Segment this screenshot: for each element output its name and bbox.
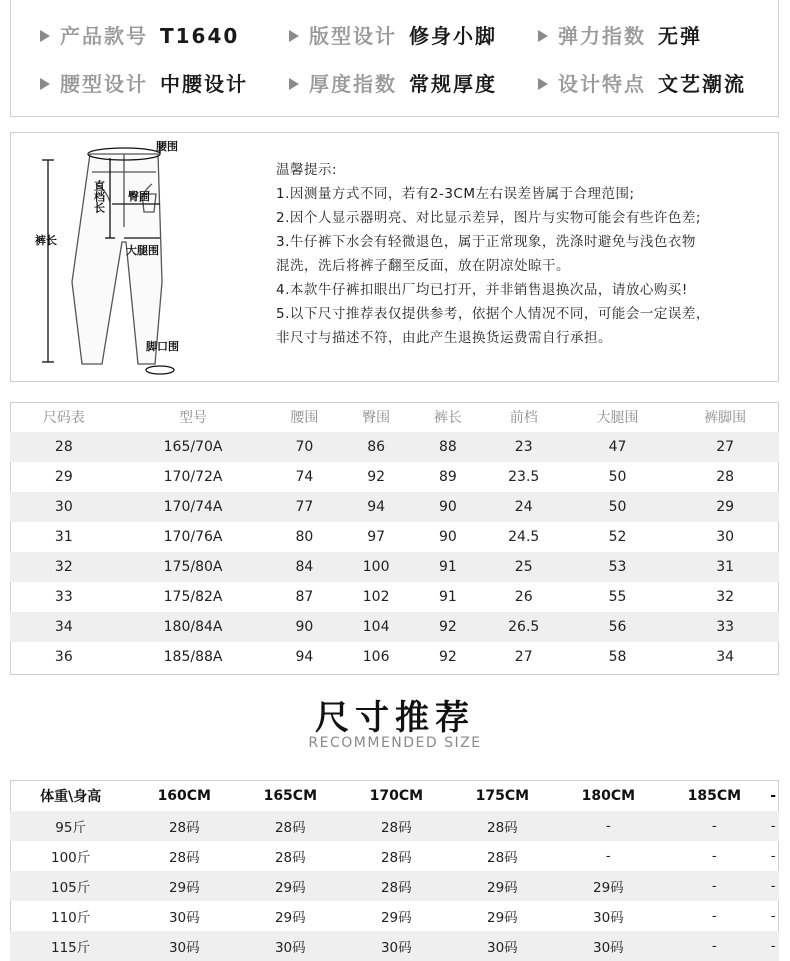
size-table-cell: 91 (412, 552, 484, 582)
size-table-cell: 32 (10, 552, 118, 582)
size-table-cell: 165/70A (118, 432, 269, 462)
spec-label: 厚度指数 (309, 72, 397, 96)
thigh-label: 大腿围 (126, 244, 159, 257)
recommend-table-cell: 95斤 (10, 811, 131, 841)
size-table-cell: 97 (367, 529, 386, 545)
size-header-cell: 腰围 (290, 410, 319, 426)
tips-text (276, 158, 710, 350)
size-table-cell: 175/82A (163, 589, 223, 605)
size-table-cell: 27 (671, 432, 779, 462)
recommend-table-cell: 29码 (274, 910, 306, 926)
size-table-cell: 77 (268, 492, 340, 522)
size-table-cell: 29 (54, 469, 73, 485)
recommend-table-cell: 30码 (343, 931, 449, 961)
size-table-cell: 94 (340, 492, 412, 522)
size-table-cell: 170/74A (118, 492, 269, 522)
tips-title: 温馨提示: (276, 162, 338, 178)
product-spec-panel (10, 0, 779, 117)
recommend-table-cell: 29码 (486, 910, 518, 926)
recommend-table-cell: 28码 (343, 811, 449, 841)
recommend-header-cell: 170CM (369, 788, 424, 804)
triangle-bullet-icon (538, 30, 548, 42)
size-table-row (10, 462, 779, 492)
recommend-table-cell: - (661, 931, 767, 961)
tips-line: 5.以下尺寸推荐表仅提供参考，依据个人情况不同，可能会一定误差， (276, 306, 710, 322)
size-table-row (10, 642, 779, 672)
size-table-cell: 50 (608, 469, 627, 485)
spec-value: 常规厚度 (409, 72, 497, 96)
recommend-table-cell: 28码 (486, 850, 518, 866)
size-table-cell: 84 (268, 552, 340, 582)
size-table-cell: 170/72A (163, 469, 223, 485)
spec-item (289, 20, 497, 49)
size-header-cell: 大腿围 (596, 410, 639, 426)
size-table-cell: 30 (716, 529, 735, 545)
size-table-cell: 30 (10, 492, 118, 522)
recommend-header-cell: 180CM (581, 788, 636, 804)
size-table-row (10, 552, 779, 582)
triangle-bullet-icon (289, 30, 299, 42)
tips-line: 非尺寸与描述不符，由此产生退换货运费需自行承担。 (276, 330, 612, 346)
size-table-cell: 102 (362, 589, 390, 605)
tips-line: 2.因个人显示器明亮、对比显示差异，图片与实物可能会有些许色差; (276, 210, 701, 226)
rise-label: 直档长 (92, 180, 106, 213)
recommend-table (10, 781, 779, 961)
recommend-title: 尺寸推荐 (315, 698, 475, 738)
size-table-cell: 104 (340, 612, 412, 642)
recommend-table-row (10, 841, 779, 871)
spec-label: 设计特点 (558, 72, 646, 96)
size-table-cell: 34 (10, 612, 118, 642)
size-header-cell: 臀围 (362, 410, 391, 426)
size-table-cell: 24 (484, 492, 564, 522)
recommend-table-cell: - (711, 848, 717, 864)
size-table-cell: 185/88A (163, 649, 223, 665)
spec-label: 弹力指数 (558, 24, 646, 48)
spec-item (538, 20, 702, 49)
size-header-cell: 裤脚围 (704, 410, 747, 426)
recommend-table-cell: - (661, 811, 767, 841)
size-table-cell: 92 (412, 612, 484, 642)
recommend-table-cell: 115斤 (10, 931, 131, 961)
tips-line: 1.因测量方式不同，若有2-3CM左右误差皆属于合理范围; (276, 186, 635, 202)
spec-label: 产品款号 (60, 24, 148, 48)
recommend-header-cell: 160CM (157, 788, 211, 804)
size-table-cell: 91 (438, 589, 457, 605)
recommend-table-cell: - (661, 871, 767, 901)
size-table-cell: 24.5 (508, 529, 540, 545)
pants-outline (72, 154, 162, 364)
spec-item (40, 20, 239, 49)
triangle-bullet-icon (538, 78, 548, 90)
recommend-table-cell: 29码 (555, 871, 661, 901)
spec-label: 版型设计 (309, 24, 397, 48)
size-table-row (10, 522, 779, 552)
size-table-cell: 52 (608, 529, 627, 545)
recommend-table-cell: 30码 (168, 910, 200, 926)
size-table-cell: 175/80A (118, 552, 269, 582)
size-table-cell: 88 (412, 432, 484, 462)
hip-label: 臀围 (128, 190, 150, 203)
length-label: 裤长 (35, 234, 57, 247)
recommend-table-cell: 29码 (237, 871, 343, 901)
recommend-header-cell: 165CM (263, 788, 318, 804)
size-table-row (10, 492, 779, 522)
recommend-header-cell: 体重\身高 (40, 789, 102, 805)
recommend-table-cell: 28码 (380, 850, 412, 866)
recommend-table-cell: 105斤 (10, 871, 131, 901)
size-header-cell: 型号 (179, 410, 208, 426)
size-table-cell: 92 (438, 649, 457, 665)
size-table-cell: 89 (438, 469, 457, 485)
size-table-cell: 25 (484, 552, 564, 582)
size-header-cell: 裤长 (433, 410, 462, 426)
size-table-cell: 33 (671, 612, 779, 642)
spec-label: 腰型设计 (60, 72, 148, 96)
size-table-cell: 47 (564, 432, 672, 462)
size-table-cell: 28 (716, 469, 735, 485)
recommend-table-cell: - (767, 871, 779, 901)
size-table-cell: 90 (438, 529, 457, 545)
size-table-cell: 33 (54, 589, 73, 605)
recommend-table-cell: 30码 (593, 910, 624, 926)
size-table-cell: 74 (295, 469, 314, 485)
triangle-bullet-icon (289, 78, 299, 90)
recommend-table-cell: - (767, 931, 779, 961)
size-table-cell: 53 (564, 552, 672, 582)
size-table (10, 402, 779, 672)
recommend-table-cell: 30码 (237, 931, 343, 961)
recommend-table-row (10, 901, 779, 931)
size-table-row (10, 432, 779, 462)
size-table-cell: 31 (54, 529, 73, 545)
size-table-cell: 55 (608, 589, 627, 605)
size-table-cell: 28 (10, 432, 118, 462)
size-table-row (10, 612, 779, 642)
size-header-cell: 前档 (509, 410, 538, 426)
recommend-table-cell: - (770, 908, 776, 924)
recommend-table-cell: 110斤 (51, 910, 91, 926)
spec-item (289, 68, 497, 97)
recommend-table-cell: 29码 (131, 871, 237, 901)
spec-value: 文艺潮流 (658, 72, 746, 96)
spec-value: 修身小脚 (409, 24, 497, 48)
recommend-table-cell: - (770, 848, 776, 864)
spec-item (40, 68, 248, 97)
spec-value: 中腰设计 (160, 72, 248, 96)
size-table-cell: 26.5 (484, 612, 564, 642)
size-table-cell: 23.5 (508, 469, 540, 485)
size-table-cell: 58 (608, 649, 627, 665)
recommend-subtitle: RECOMMENDED SIZE (308, 735, 482, 751)
size-table-cell: 26 (514, 589, 533, 605)
size-table-row (10, 582, 779, 612)
recommend-table-cell: - (555, 811, 661, 841)
hem-label: 脚口围 (146, 340, 179, 353)
size-table-cell: 180/84A (118, 612, 269, 642)
recommend-table-row (10, 871, 779, 901)
size-table-cell: 87 (295, 589, 314, 605)
recommend-table-cell: 29码 (449, 871, 555, 901)
recommend-table-cell: 30码 (555, 931, 661, 961)
size-table-cell: 106 (362, 649, 390, 665)
recommend-table-row (10, 931, 779, 961)
triangle-bullet-icon (40, 30, 50, 42)
spec-value: T1640 (160, 24, 240, 48)
spec-item (538, 68, 746, 97)
size-table-cell: 80 (295, 529, 314, 545)
size-table-cell: 94 (295, 649, 314, 665)
recommend-table-cell: 28码 (131, 811, 237, 841)
size-table-cell: 34 (716, 649, 735, 665)
recommend-table-cell: 28码 (343, 871, 449, 901)
size-table-cell: 90 (268, 612, 340, 642)
pants-diagram (10, 132, 270, 382)
size-table-cell: 170/76A (163, 529, 223, 545)
recommend-table-cell: 28码 (237, 811, 343, 841)
recommend-table-cell: 28码 (449, 811, 555, 841)
size-header-cell: 尺码表 (42, 410, 85, 426)
size-table-cell: 32 (716, 589, 735, 605)
recommend-header-cell: 185CM (687, 788, 742, 804)
tips-line: 4.本款牛仔裤扣眼出厂均已打开，并非销售退换次品，请放心购买! (276, 282, 688, 298)
size-table-cell: 23 (484, 432, 564, 462)
size-table-cell: 56 (564, 612, 672, 642)
recommend-table-cell: - (767, 811, 779, 841)
size-table-cell: 100 (340, 552, 412, 582)
hem-measure-line (146, 366, 174, 374)
waist-label: 腰围 (156, 140, 178, 153)
recommend-header-cell: 175CM (475, 788, 530, 804)
recommend-table-cell: - (605, 848, 611, 864)
spec-value: 无弹 (658, 24, 702, 48)
tips-line: 3.牛仔裤下水会有轻微退色，属于正常现象，洗涤时避免与浅色衣物 (276, 234, 696, 250)
recommend-table-cell: 30码 (131, 931, 237, 961)
size-table-cell: 29 (671, 492, 779, 522)
triangle-bullet-icon (40, 78, 50, 90)
size-table-cell: 31 (671, 552, 779, 582)
size-table-cell: 70 (268, 432, 340, 462)
recommend-table-cell: - (711, 908, 717, 924)
size-table-cell: 90 (412, 492, 484, 522)
size-table-cell: 27 (514, 649, 533, 665)
size-table-cell: 36 (54, 649, 73, 665)
size-table-cell: 92 (367, 469, 386, 485)
recommend-header-cell: - (770, 788, 777, 804)
recommend-table-cell: 28码 (274, 850, 306, 866)
recommend-table-header (10, 781, 779, 811)
recommend-table-cell: 100斤 (51, 850, 91, 866)
recommend-table-cell: 29码 (380, 910, 412, 926)
recommend-table-cell: 28码 (168, 850, 200, 866)
size-table-cell: 50 (564, 492, 672, 522)
tips-line: 混洗，洗后将裤子翻至反面，放在阴凉处晾干。 (276, 258, 570, 274)
recommend-table-cell: 30码 (449, 931, 555, 961)
recommend-table-row (10, 811, 779, 841)
size-table-header (10, 402, 779, 432)
size-table-cell: 86 (340, 432, 412, 462)
